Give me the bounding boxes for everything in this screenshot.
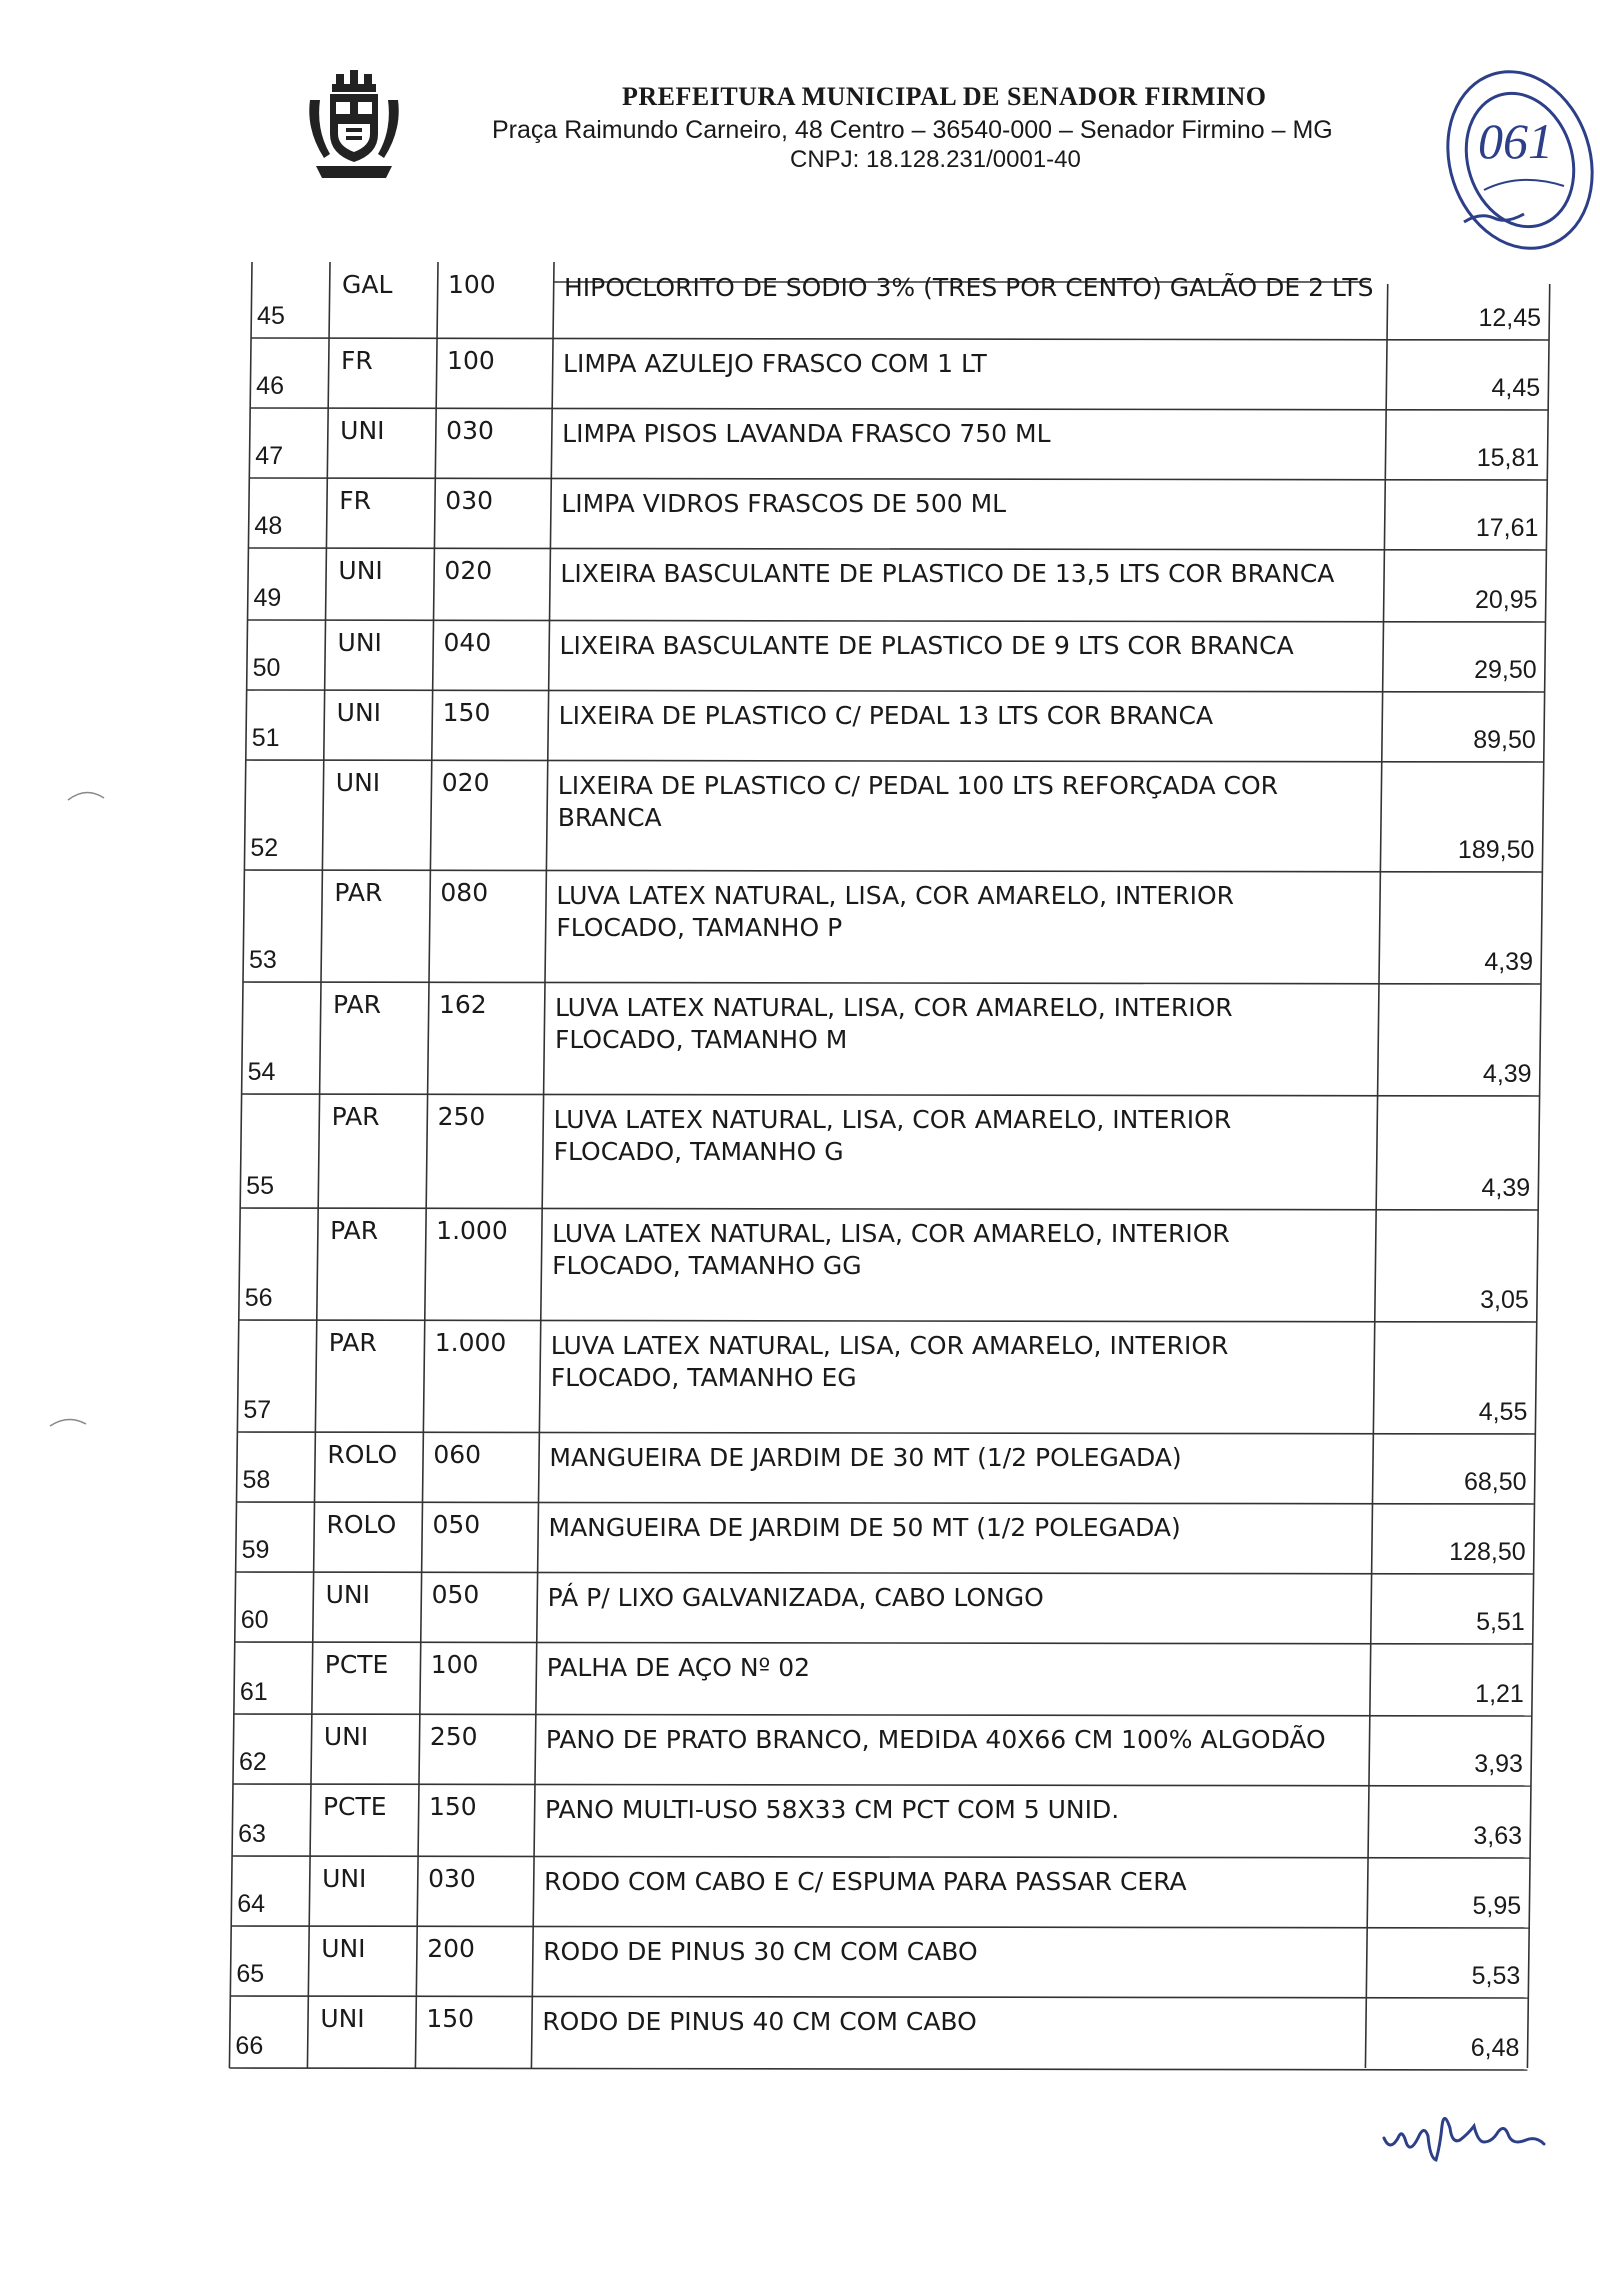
item-unit: ROLO — [327, 1440, 398, 1469]
item-unit-price: 12,45 — [1478, 304, 1542, 332]
item-description: LIMPA VIDROS FRASCOS DE 500 ML — [561, 489, 1007, 518]
item-unit-price: 128,50 — [1449, 1538, 1526, 1566]
item-number: 56 — [244, 1284, 273, 1312]
item-quantity: 020 — [441, 768, 490, 797]
item-unit: UNI — [340, 416, 385, 445]
item-unit: PAR — [334, 878, 383, 907]
item-number: 55 — [246, 1172, 274, 1200]
item-quantity: 200 — [427, 1934, 475, 1963]
item-number: 62 — [238, 1748, 267, 1776]
header-cnpj: CNPJ: 18.128.231/0001-40 — [790, 146, 1081, 173]
item-description: LIXEIRA BASCULANTE DE PLASTICO DE 13,5 LTS COR BRANCA — [560, 559, 1335, 588]
item-quantity: 100 — [448, 270, 496, 299]
item-number: 46 — [256, 372, 284, 400]
item-unit: UNI — [322, 1864, 367, 1893]
table-grid-line — [240, 1208, 1538, 1210]
item-unit-price: 4,39 — [1481, 1174, 1531, 1202]
table-grid-line — [239, 1320, 1537, 1322]
item-unit-price: 15,81 — [1476, 444, 1540, 472]
table-grid-line — [229, 2068, 1527, 2070]
item-description: PANO MULTI-USO 58X33 CM PCT COM 5 UNID. — [544, 1795, 1120, 1824]
item-description: MANGUEIRA DE JARDIM DE 30 MT (1/2 POLEGADA) — [549, 1443, 1182, 1472]
item-unit-price: 5,95 — [1472, 1892, 1522, 1920]
item-number: 65 — [236, 1960, 265, 1988]
stamp-number: 061 — [1478, 113, 1553, 169]
item-number: 64 — [237, 1890, 265, 1918]
table-grid-line — [251, 338, 1549, 340]
table-grid-line — [1365, 284, 1387, 2068]
item-description: LIXEIRA DE PLASTICO C/ PEDAL 13 LTS COR BRANCA — [558, 701, 1214, 730]
item-unit-price: 4,39 — [1482, 1060, 1532, 1088]
item-quantity: 150 — [442, 698, 491, 727]
item-unit: UNI — [338, 556, 383, 585]
item-unit-price: 5,53 — [1471, 1962, 1521, 1990]
item-unit: GAL — [342, 270, 393, 299]
item-quantity: 030 — [428, 1864, 476, 1893]
item-number: 57 — [243, 1396, 272, 1424]
item-unit: PCTE — [322, 1792, 387, 1821]
item-unit: FR — [339, 486, 372, 515]
table-grid-line — [237, 1432, 1535, 1434]
item-quantity: 060 — [433, 1440, 482, 1469]
item-quantity: 150 — [428, 1792, 477, 1821]
item-quantity: 020 — [444, 556, 493, 585]
table-grid-line — [249, 478, 1547, 480]
table-grid-line — [229, 262, 252, 2068]
item-unit-price: 3,05 — [1480, 1286, 1529, 1314]
item-description: LUVA LATEX NATURAL, LISA, COR AMARELO, INTERIOR — [555, 993, 1233, 1022]
item-number: 63 — [238, 1820, 266, 1848]
item-description: LUVA LATEX NATURAL, LISA, COR AMARELO, INTERIOR — [550, 1331, 1229, 1360]
item-quantity: 030 — [446, 416, 494, 445]
item-unit-price: 3,93 — [1474, 1750, 1523, 1778]
item-quantity: 050 — [431, 1580, 480, 1609]
table-grid-line — [230, 1996, 1528, 1998]
item-unit: UNI — [321, 1934, 366, 1963]
item-description: RODO COM CABO E C/ ESPUMA PARA PASSAR CERA — [544, 1867, 1187, 1896]
item-quantity: 250 — [429, 1722, 478, 1751]
item-description: LUVA LATEX NATURAL, LISA, COR AMARELO, INTERIOR — [556, 881, 1235, 910]
item-number: 60 — [240, 1606, 269, 1634]
table-grid-line — [233, 1784, 1531, 1786]
item-description: BRANCA — [557, 803, 662, 832]
margin-mark — [48, 1412, 88, 1432]
item-description: LUVA LATEX NATURAL, LISA, COR AMARELO, INTERIOR — [553, 1105, 1232, 1134]
table-grid-line — [250, 408, 1548, 410]
table-grid-line — [1527, 284, 1549, 2068]
item-unit-price: 189,50 — [1457, 836, 1535, 864]
table-grid-line — [247, 690, 1545, 692]
item-unit: PAR — [331, 1102, 380, 1131]
item-unit: UNI — [325, 1580, 370, 1609]
item-unit: PAR — [328, 1328, 377, 1357]
item-number: 45 — [257, 302, 285, 330]
item-quantity: 100 — [430, 1650, 479, 1679]
item-number: 51 — [251, 724, 280, 752]
item-quantity: 1.000 — [436, 1216, 508, 1245]
item-description: LIXEIRA BASCULANTE DE PLASTICO DE 9 LTS COR BRANCA — [559, 631, 1294, 660]
item-unit: UNI — [323, 1722, 369, 1751]
item-unit: UNI — [335, 768, 381, 797]
item-description: PÁ P/ LIXO GALVANIZADA, CABO LONGO — [547, 1583, 1044, 1612]
item-number: 66 — [235, 2032, 264, 2060]
table-grid-line — [248, 620, 1546, 622]
table-grid-line — [235, 1642, 1533, 1644]
item-description: LUVA LATEX NATURAL, LISA, COR AMARELO, INTERIOR — [552, 1219, 1230, 1248]
item-unit-price: 3,63 — [1473, 1822, 1523, 1850]
table-grid-line — [232, 1856, 1530, 1858]
item-quantity: 030 — [445, 486, 494, 515]
item-unit-price: 17,61 — [1475, 514, 1539, 542]
item-description: FLOCADO, TAMANHO GG — [552, 1251, 862, 1280]
item-number: 52 — [250, 834, 279, 862]
table-grid-line — [248, 548, 1546, 550]
item-unit: PCTE — [324, 1650, 389, 1679]
item-quantity: 250 — [437, 1102, 486, 1131]
item-description: PALHA DE AÇO Nº 02 — [546, 1653, 811, 1682]
item-unit-price: 4,39 — [1484, 948, 1533, 976]
item-unit: FR — [341, 346, 373, 375]
item-quantity: 040 — [443, 628, 492, 657]
item-quantity: 080 — [440, 878, 489, 907]
item-number: 48 — [254, 512, 283, 540]
item-number: 59 — [241, 1536, 270, 1564]
item-quantity: 050 — [432, 1510, 481, 1539]
item-description: FLOCADO, TAMANHO G — [553, 1137, 844, 1166]
item-number: 58 — [242, 1466, 271, 1494]
item-unit: ROLO — [326, 1510, 397, 1539]
item-unit: UNI — [320, 2004, 365, 2033]
table-grid-line — [243, 982, 1541, 984]
item-number: 50 — [252, 654, 281, 682]
item-unit-price: 1,21 — [1475, 1680, 1524, 1708]
item-description: HIPOCLORITO DE SODIO 3% (TRES POR CENTO) GALÃO DE 2 LTS — [564, 273, 1374, 302]
item-description: LIMPA AZULEJO FRASCO COM 1 LT — [563, 349, 987, 378]
signature-icon — [1380, 2098, 1550, 2168]
item-quantity: 1.000 — [434, 1328, 507, 1357]
item-unit: UNI — [336, 698, 382, 727]
item-number: 53 — [249, 946, 277, 974]
table-grid-line — [246, 760, 1544, 762]
header-title: PREFEITURA MUNICIPAL DE SENADOR FIRMINO — [622, 82, 1267, 111]
item-unit-price: 5,51 — [1476, 1608, 1525, 1636]
item-description: MANGUEIRA DE JARDIM DE 50 MT (1/2 POLEGADA) — [548, 1513, 1181, 1542]
margin-mark — [66, 784, 106, 804]
item-unit-price: 6,48 — [1470, 2034, 1520, 2062]
item-description: PANO DE PRATO BRANCO, MEDIDA 40X66 CM 100% ALGODÃO — [545, 1725, 1326, 1754]
item-description: FLOCADO, TAMANHO P — [556, 913, 843, 942]
item-unit-price: 20,95 — [1474, 586, 1538, 614]
table-grid-line — [244, 870, 1542, 872]
table-grid-line — [231, 1926, 1529, 1928]
item-unit-price: 89,50 — [1473, 726, 1536, 754]
item-description: RODO DE PINUS 40 CM COM CABO — [542, 2007, 977, 2036]
item-number: 49 — [253, 584, 282, 612]
item-unit-price: 68,50 — [1463, 1468, 1527, 1496]
item-unit-price: 4,45 — [1491, 374, 1541, 402]
item-unit: PAR — [333, 990, 381, 1019]
item-number: 54 — [247, 1058, 276, 1086]
item-unit: UNI — [337, 628, 382, 657]
item-quantity: 162 — [439, 990, 487, 1019]
item-number: 47 — [255, 442, 284, 470]
table-grid-line — [237, 1502, 1535, 1504]
item-description: FLOCADO, TAMANHO M — [555, 1025, 848, 1054]
table-grid-line — [234, 1714, 1532, 1716]
table-grid-line — [236, 1572, 1534, 1574]
item-description: LIXEIRA DE PLASTICO C/ PEDAL 100 LTS REFORÇADA COR — [557, 771, 1279, 800]
item-description: FLOCADO, TAMANHO EG — [550, 1363, 857, 1392]
item-description: RODO DE PINUS 30 CM COM CABO — [543, 1937, 978, 1966]
item-unit-price: 29,50 — [1474, 656, 1537, 684]
item-quantity: 100 — [447, 346, 495, 375]
header-address: Praça Raimundo Carneiro, 48 Centro – 36540-000 – Senador Firmino – MG — [492, 116, 1333, 144]
item-number: 61 — [239, 1678, 268, 1706]
item-unit-price: 4,55 — [1478, 1398, 1528, 1426]
item-description: LIMPA PISOS LAVANDA FRASCO 750 ML — [562, 419, 1051, 448]
item-quantity: 150 — [426, 2004, 475, 2033]
item-unit: PAR — [330, 1216, 379, 1245]
table-grid-line — [242, 1094, 1540, 1096]
